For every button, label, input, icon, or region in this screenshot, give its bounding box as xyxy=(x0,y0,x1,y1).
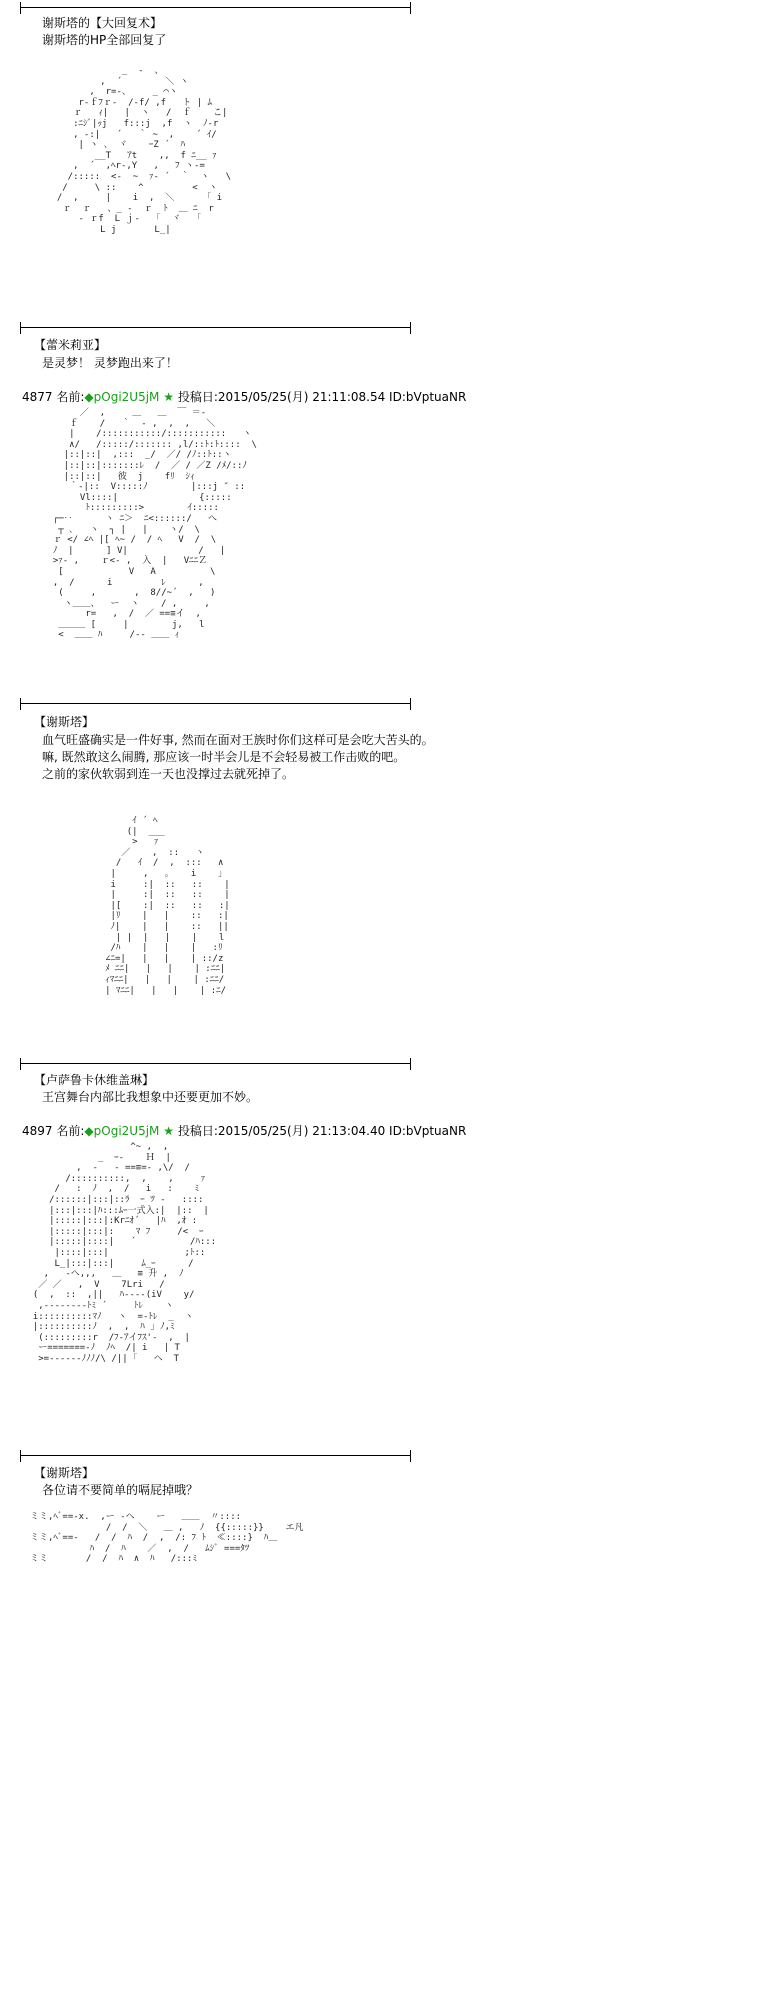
post-date: 2015/05/25(月) 21:13:04.40 xyxy=(217,1124,386,1138)
speaker-label: 【蕾米莉亚】 xyxy=(34,338,107,352)
post-id: ID:bVptuaNR xyxy=(389,390,467,404)
tripcode: pOgi2U5jM xyxy=(93,390,160,404)
dialogue-line: 是灵梦！ 灵梦跑出来了！ xyxy=(42,356,178,370)
name-label: 名前: xyxy=(56,390,85,404)
dialogue-line: 各位请不要简单的嗝屁掉哦？ xyxy=(42,1483,199,1497)
post-header xyxy=(22,390,466,404)
speaker-label: 谢斯塔的【大回复术】 xyxy=(42,16,163,30)
divider xyxy=(20,7,411,8)
star-icon: ★ xyxy=(163,1124,175,1138)
star-icon: ★ xyxy=(163,390,175,404)
ascii-art-siesta-portrait: ^~ , , _ ｰ- Ｈ | , - - ==≡=- ,\/ / /::::::::::, , , ｧ / : ﾉ , / i : ﾐ /::::::|:::|::ﾗ ｰ ﾂ ‐ :::: |:::|:::|ﾊ:::ﾑｰ一式入:| |:: | |:::::|:::|:Krﾆｵ´ |ﾊ ,ｵ : |:::::|:::|: ﾏ ﾌ /< ｰ |:::::|::::| ´ /ﾊ::: |::::|:::| ;ﾄ:: L_|:::|:::| ﾑ_ｰ / , -ヘ,,, ＿ ≡ 升 , ﾉ ／ ／ , V 7Lri / ( , :: ,|| ﾊ‐‐‐‐(iV y/ ,--------ﾄﾐ ´ ﾄﾚ ヽ i::::::::::ﾏﾉ ヽ =-ﾄﾚ _ ヽ |::::::::::ﾉ , , ﾊ ｣ ﾉ,ﾐ (:::::::::r /ﾌ-ｱイﾌｽ'- , | ー=======‐ﾉ ﾉﾍ /| i | T >=‐‐‐‐‐‐ﾉﾉﾉ/\ /|| ｢ ヘ T xyxy=(32,1142,217,1364)
date-label: 投稿日: xyxy=(177,390,218,404)
dialogue-line: 王宫舞台内部比我想象中还要更加不妙。 xyxy=(42,1090,259,1104)
tripcode: pOgi2U5jM xyxy=(93,1124,160,1138)
ascii-art-crowd: ミミ,ﾍﾞ==-x. ,ー ‐ヘ ー ＿＿ 〃:::: / / ＼ ＿ , ﾉ {{:::::}} エ凡 ミミ,ﾍﾞ==- / / ﾊ / , /: ﾌ ﾄ ≪::::} ﾊ＿ ﾊ / ﾊ ／ , / ﾑｼﾞ ===ﾀﾂ ミミ / / ﾊ ∧ ﾊ /:::ﾐ xyxy=(30,1512,304,1565)
post-id: ID:bVptuaNR xyxy=(389,1124,467,1138)
divider xyxy=(20,327,411,328)
speaker-label: 【卢萨鲁卡休维盖琳】 xyxy=(34,1073,155,1087)
divider xyxy=(20,703,411,704)
dialogue-line: 嘛, 既然敢这么闹腾, 那应该一时半会儿是不会轻易被工作击败的吧。 xyxy=(42,750,406,764)
post-header xyxy=(22,1124,466,1138)
divider xyxy=(20,1455,411,1456)
ascii-art-figure: ｲ ´ ﾍ (| ___ > ｧ ／ , :: ヽ / ｲ / , ::: ∧ | , ｡ i ｣ i :| :: :: | | :| :: :: | |[ :| :: :: :| |ﾘ | | :: :| ﾉ| | | :: || | | | | | l /ﾊ | | | :ﾘ ∠ﾆ=| | | | ::/z ﾒ ﾆﾆ| | | | :ﾆﾆ| ｨﾏﾆﾆ| | | | :ﾆﾆ/ | ﾏﾆﾆ| | | | :ﾆ/ xyxy=(105,816,230,996)
dialogue-line: 之前的家伙软弱到连一天也没撑过去就死掉了。 xyxy=(42,767,295,781)
dialogue-line: 谢斯塔的HP全部回复了 xyxy=(42,33,167,47)
divider xyxy=(20,1063,411,1064)
dialogue-line: 血气旺盛确实是一件好事, 然而在面对王族时你们这样可是会吃大苦头的。 xyxy=(42,733,434,747)
date-label: 投稿日: xyxy=(177,1124,218,1138)
speaker-label: 【谢斯塔】 xyxy=(34,715,95,729)
ascii-art-reimu: _ - 、 , ´ ＼ ヽ , r=-、 _ ⌒ヽ r-ｆﾌｒ‐ /‐f/ ,f ト | ﾑ ｒ ｨ| | ヽ / ｆ こ| :ﾆｼﾞ|ｯj f:::j ,f ヽ ﾉ-r , -:| ´ ｀ ~ , ´ ｲ/ | ヽ 、 ヾ ｰZ ´ ﾊ __T ｱt ,, f ﾆ__ ｧ , ´ ,ﾍr‐,Y , ﾌ ヽ‐= /::::: <- ~ ｧ- ´ ｀ ヽ \ / \ :: ^ < ヽ / , | i , ＼ ｢ i ｒ ｒ 、_ - ｒ ﾄ ＿ ﾆ r ‐ ｒf L ｊ- ｢ ヾ ｢ L j L_| xyxy=(56,66,232,235)
post-date: 2015/05/25(月) 21:11:08.54 xyxy=(217,390,386,404)
post-number: 4897 xyxy=(22,1124,53,1138)
diamond-icon: ◆ xyxy=(84,1124,94,1138)
speaker-label: 【谢斯塔】 xyxy=(34,1466,95,1480)
diamond-icon: ◆ xyxy=(84,390,94,404)
ascii-art-siesta: ／ , ＿ ＿ ￣ ＝- ｆ / ｀ ‐ , , , ＼ | /:::::::::::/::::::::::: ヽ ∧/ /:::::/::::::: ,l/::ﾄ:ﾄ:::: \ |::|::| ,::: _/ ／/ /ﾉ::ﾄ::ヽ |::|::|:::::::ﾚ / ／ / ／Z /ﾒ/::ﾉ |::|::| 彼 j fﾘ ｼｨ ｀‐|:: V:::::ﾉ |:::j ″ :: Vl::::| {::::: ﾄ:::::::::> ｲ::::: ┌─‥ ヽ ﾆ＞ ﾆ<::::::/ へ ┬ ､ ヽ ┐ | | ヽ/ \ ｒ </ ∠ﾍ |[ ﾍ~ / / ﾍ V / \ ﾉ | ] V| / | >ｧ- , ｒ<- , 入 | VﾆﾆＺ [ V A \ , / i ﾚ , ( , , 8//~´ , ) ヽ＿＿、 ー ヽ / , , r= , / ／ ==≡イ , ＿＿＿ [ | j, l < ＿＿ ﾊ /‐‐ ＿＿ ｨ xyxy=(52,408,257,641)
name-label: 名前: xyxy=(56,1124,85,1138)
post-number: 4877 xyxy=(22,390,53,404)
